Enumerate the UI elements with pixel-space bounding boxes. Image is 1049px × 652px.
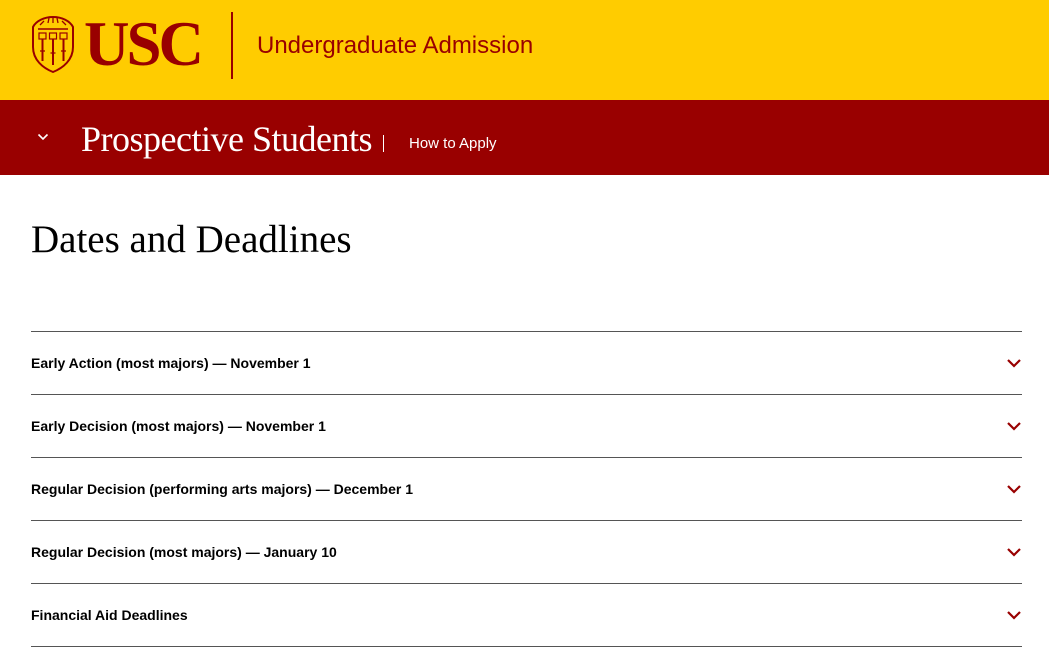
accordion-item-label: Early Decision (most majors) — November 1 <box>31 418 326 434</box>
site-header <box>0 0 1049 100</box>
site-title-link[interactable]: Undergraduate Admission <box>257 32 534 59</box>
chevron-down-icon <box>1006 484 1022 494</box>
accordion-item-financial-aid[interactable] <box>31 584 1022 647</box>
usc-wordmark: USC <box>84 9 202 79</box>
nav-menu-toggle[interactable] <box>30 124 56 150</box>
accordion-item-label: Regular Decision (performing arts majors) — December 1 <box>31 481 413 497</box>
nav-link-how-to-apply[interactable]: How to Apply <box>409 135 497 152</box>
accordion-item-early-action[interactable] <box>31 332 1022 395</box>
accordion-item-early-decision[interactable] <box>31 395 1022 458</box>
chevron-down-icon <box>1006 358 1022 368</box>
accordion-item-label: Regular Decision (most majors) — January 10 <box>31 544 337 560</box>
section-title-link[interactable]: Prospective Students <box>81 119 372 159</box>
chevron-down-icon <box>37 133 49 141</box>
accordion-item-regular-decision-performing-arts[interactable] <box>31 458 1022 521</box>
accordion-item-label: Early Action (most majors) — November 1 <box>31 355 311 371</box>
section-nav-bar <box>0 100 1049 175</box>
chevron-down-icon <box>1006 547 1022 557</box>
nav-separator <box>383 135 384 152</box>
accordion-item-label: Financial Aid Deadlines <box>31 607 188 623</box>
chevron-down-icon <box>1006 421 1022 431</box>
deadlines-accordion <box>31 331 1022 647</box>
accordion-item-regular-decision[interactable] <box>31 521 1022 584</box>
usc-seal-icon <box>30 15 76 73</box>
header-divider <box>231 12 233 79</box>
chevron-down-icon <box>1006 610 1022 620</box>
page-title: Dates and Deadlines <box>31 218 352 261</box>
